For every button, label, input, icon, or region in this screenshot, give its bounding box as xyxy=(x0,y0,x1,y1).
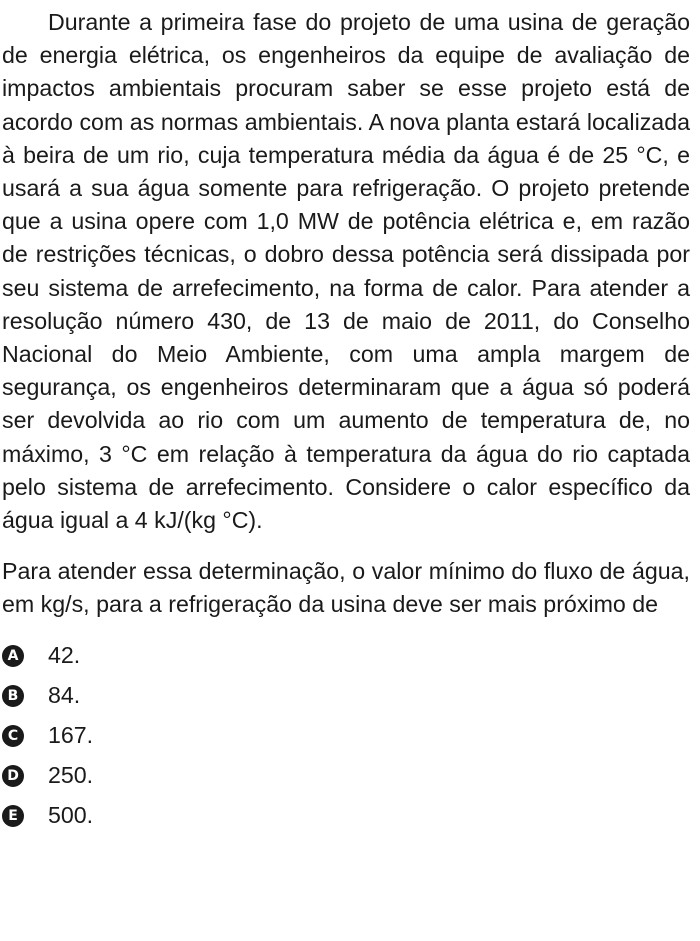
question-context: Durante a primeira fase do projeto de uma usina de geração de energia elétrica, os engenheiros da equipe de avaliação de impactos ambientais procuram saber se esse projeto está de acordo com as normas ambientais. A nova planta estará localizada à beira de um rio, cuja temperatura média da água é de 25 °C, e usará a sua água somente para refrigeração. O projeto pretende que a usina opere com 1,0 MW de potência elétrica e, em razão de restrições técnicas, o dobro dessa potência será dissipada por seu sistema de arrefecimento, na forma de calor. Para atender a resolução número 430, de 13 de maio de 2011, do Conselho Nacional do Meio Ambiente, com uma ampla margem de segurança, os engenheiros determinaram que a água só poderá ser devolvida ao rio com um aumento de temperatura de, no máximo, 3 °C em relação à temperatura da água do rio captada pelo sistema de arrefecimento. Considere o calor específico da água igual a 4 kJ/(kg °C). xyxy=(2,9,690,534)
option-b-text: 84. xyxy=(48,682,81,709)
option-a-text: 42. xyxy=(48,642,81,669)
option-b-letter-badge: B xyxy=(2,685,24,707)
option-c-letter-badge: C xyxy=(2,725,24,747)
option-d-letter-badge: D xyxy=(2,765,24,787)
answer-options xyxy=(2,636,690,836)
option-c[interactable] xyxy=(2,716,690,756)
option-b[interactable] xyxy=(2,676,690,716)
option-d[interactable] xyxy=(2,756,690,796)
option-e[interactable] xyxy=(2,796,690,836)
option-a[interactable] xyxy=(2,636,690,676)
question-block xyxy=(2,6,690,836)
question-prompt: Para atender essa determinação, o valor mínimo do fluxo de água, em kg/s, para a refrigeração da usina deve ser mais próximo de xyxy=(2,558,690,618)
option-d-text: 250. xyxy=(48,762,94,789)
option-e-text: 500. xyxy=(48,802,94,829)
option-c-text: 167. xyxy=(48,722,94,749)
option-e-letter-badge: E xyxy=(2,805,24,827)
option-a-letter-badge: A xyxy=(2,645,24,667)
